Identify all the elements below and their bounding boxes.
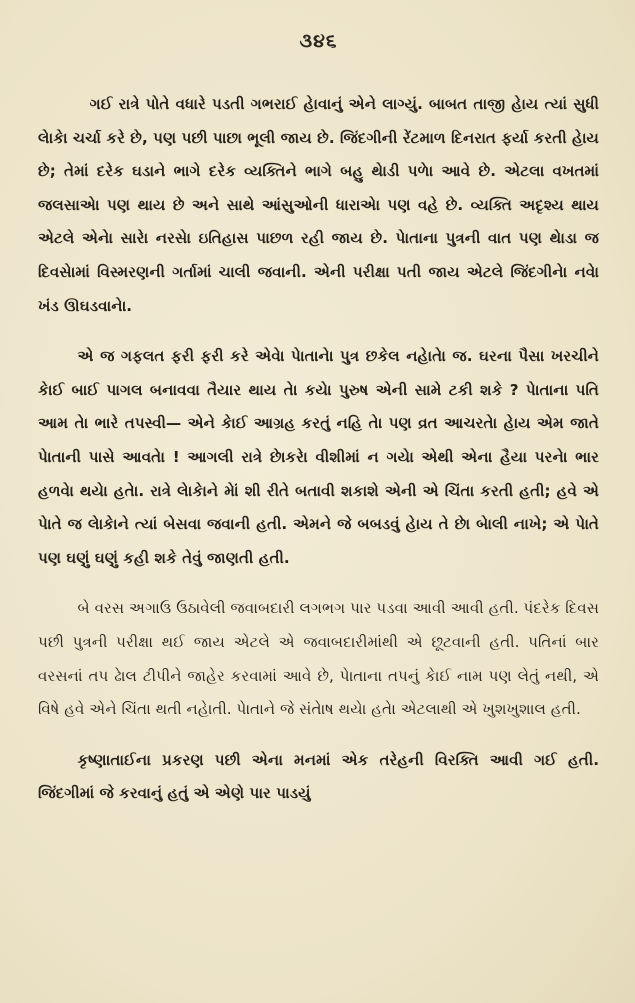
page-number: ૩૪૬ [299,30,338,52]
paragraph-1: ગઈ રાત્રે પોતે વધારે પડતી ગભરાઈ હેાવાનું એને લાગ્યું. બાબત તાજી હેાય ત્યાં સુધી લેાકેા ચર્ચા કરે છે, પણ પછી પાછા ભૂલી જાય છે. જિંદગીની રેંટમાળ દિનરાત ફર્યા કરતી હેાય છે; તેમાં દરેક ઘડાને ભાગે દરેક વ્યક્તિને ભાગે બહુ થેાડી પળેા આવે છે. એટલા વખતમાં જલસાએા પણ થાય છે અને સાથે આંસુઓની ધારાએા પણ વહે છે. વ્યક્તિ અદૃશ્ય થાય એટલે એનેા સારેા નરસેા ઇતિહાસ પાછળ રહી જાય છે. પેાતાના પુત્રની વાત પણ થેાડા જ દિવસેામાં વિસ્મરણની ગર્તામાં ચાલી જવાની. એની પરીક્ષા પતી જાય એટલે જિંદગીનેા નવેા ખંડ ઊઘડવાનેા. [38,95,599,315]
paragraph-2: એ જ ગફલત ફરી ફરી કરે એવેા પેાતાનેા પુત્ર છકેલ નહેાતેા જ. ઘરના પૈસા ખરચીને કેાઈ બાઈ પાગલ બનાવવા તૈયાર થાય તેા કયેા પુરુષ એની સામે ટકી શકે ? પેાતાના પતિ આમ તેા ભારે તપસ્વી— એને કેાઈ આગ્રહ કરતું નહિ તેા પણ વ્રત આચરતેા હેાય એમ જાતે પેાતાની પાસે આવતેા ! આગલી રાત્રે છેાકરેા વીશીમાં ન ગયેા એથી એના હૈયા પરનેા ભાર હળવેા થયેા હતેા. રાત્રે લેાકેાને મેાં શી રીતે બતાવી શકાશે એની એ ચિંતા કરતી હતી; હવે એ પેાતે જ લેાકેાને ત્યાં બેસવા જવાની હતી. એમને જે બબડવું હેાય તે છેા બેાલી નાખે; એ પેાતે પણ ઘણું ઘણું કહી શકે તેવું જાણતી હતી. [38,347,599,567]
paragraph-3: બે વરસ અગાઉ ઉઠાવેલી જવાબદારી લગભગ પાર પડવા આવી આવી હતી. પંદરેક દિવસ પછી પુત્રની પરીક્ષા થઈ જાય એટલે એ જવાબદારીમાંથી એ છૂટવાની હતી. પતિનાં બાર વરસનાં તપ ઢેાલ ટીપીને જાહેર કરવામાં આવે છે, પેાતાના તપનું કેાઈ નામ પણ લેતું નથી, એ વિષે હવે એને ચિંતા થતી નહેાતી. પેાતાને જે સંતેાષ થયેા હતેા એટલાથી એ ખુશખુશાલ હતી. [38,599,599,719]
paragraph-4: કૃષ્ણાતાઈના પ્રકરણ પછી એના મનમાં એક તરેહની વિરક્તિ આવી ગઈ હતી. જિંદગીમાં જે કરવાનું હતું એ એણે પાર પાડયું [38,750,599,803]
